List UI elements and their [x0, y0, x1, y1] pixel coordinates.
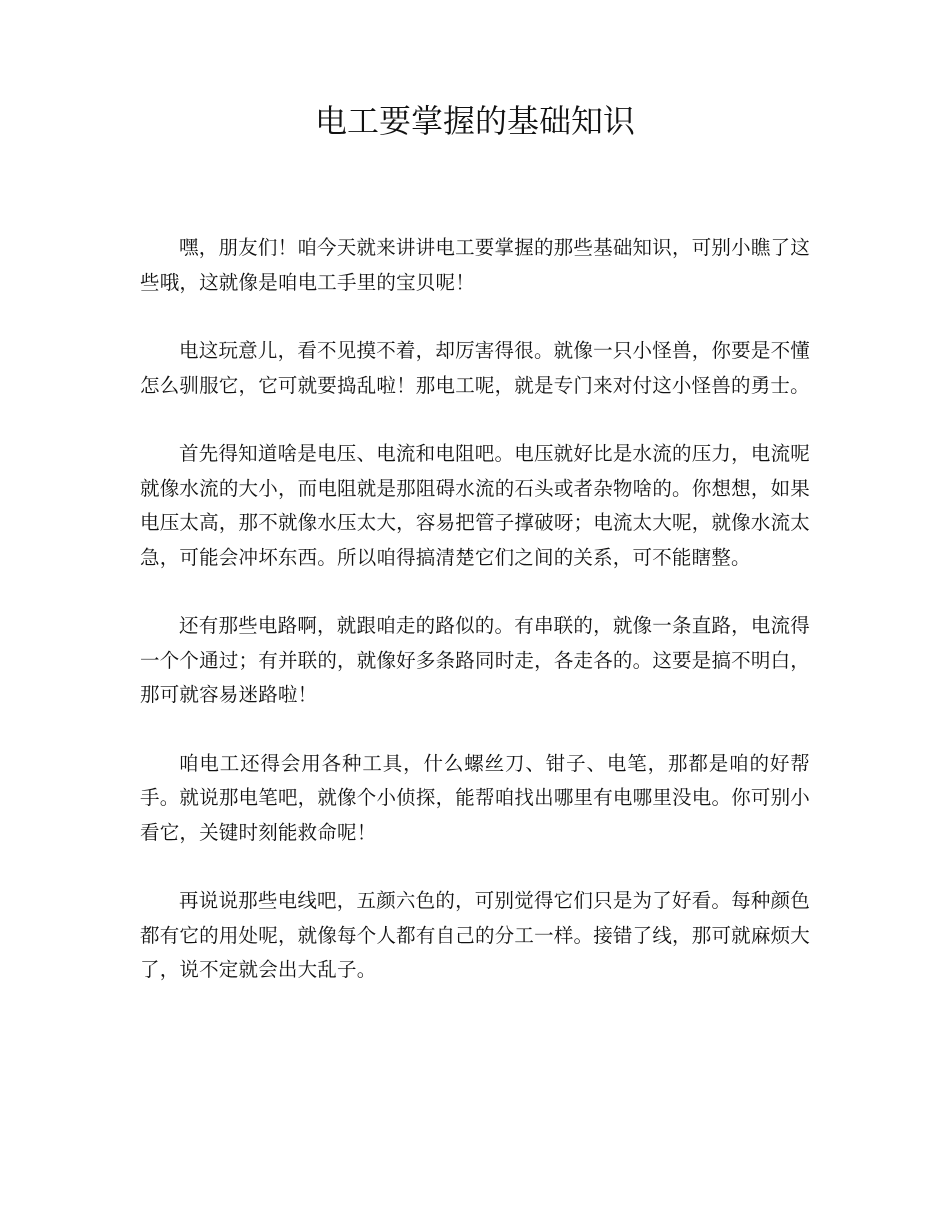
paragraph-2: 电这玩意儿，看不见摸不着，却厉害得很。就像一只小怪兽，你要是不懂怎么驯服它，它可就要捣乱啦！那电工呢，就是专门来对付这小怪兽的勇士。 [140, 339, 810, 397]
paragraph-5: 咱电工还得会用各种工具，什么螺丝刀、钳子、电笔，那都是咱的好帮手。就说那电笔吧，就像个小侦探，能帮咱找出哪里有电哪里没电。你可别小看它，关键时刻能救命呢！ [140, 751, 810, 844]
document-title: 电工要掌握的基础知识 [314, 102, 635, 140]
paragraph-6: 再说说那些电线吧，五颜六色的，可别觉得它们只是为了好看。每种颜色都有它的用处呢，就像每个人都有自己的分工一样。接错了线，那可就麻烦大了，说不定就会出大乱子。 [140, 889, 810, 981]
document-body [140, 231, 810, 1022]
paragraph-1: 嘿，朋友们！咱今天就来讲讲电工要掌握的那些基础知识，可别小瞧了这些哦，这就像是咱电工手里的宝贝呢！ [140, 236, 810, 294]
paragraph-4: 还有那些电路啊，就跟咱走的路似的。有串联的，就像一条直路，电流得一个个通过；有并联的，就像好多条路同时走，各走各的。这要是搞不明白，那可就容易迷路啦！ [140, 614, 810, 706]
paragraph-3: 首先得知道啥是电压、电流和电阻吧。电压就好比是水流的压力，电流呢就像水流的大小，而电阻就是那阻碍水流的石头或者杂物啥的。你想想，如果电压太高，那不就像水压太大，容易把管子撑破呀；电流太大呢，就像水流太急，可能会冲坏东西。所以咱得搞清楚它们之间的关系，可不能瞎整。 [140, 442, 810, 569]
